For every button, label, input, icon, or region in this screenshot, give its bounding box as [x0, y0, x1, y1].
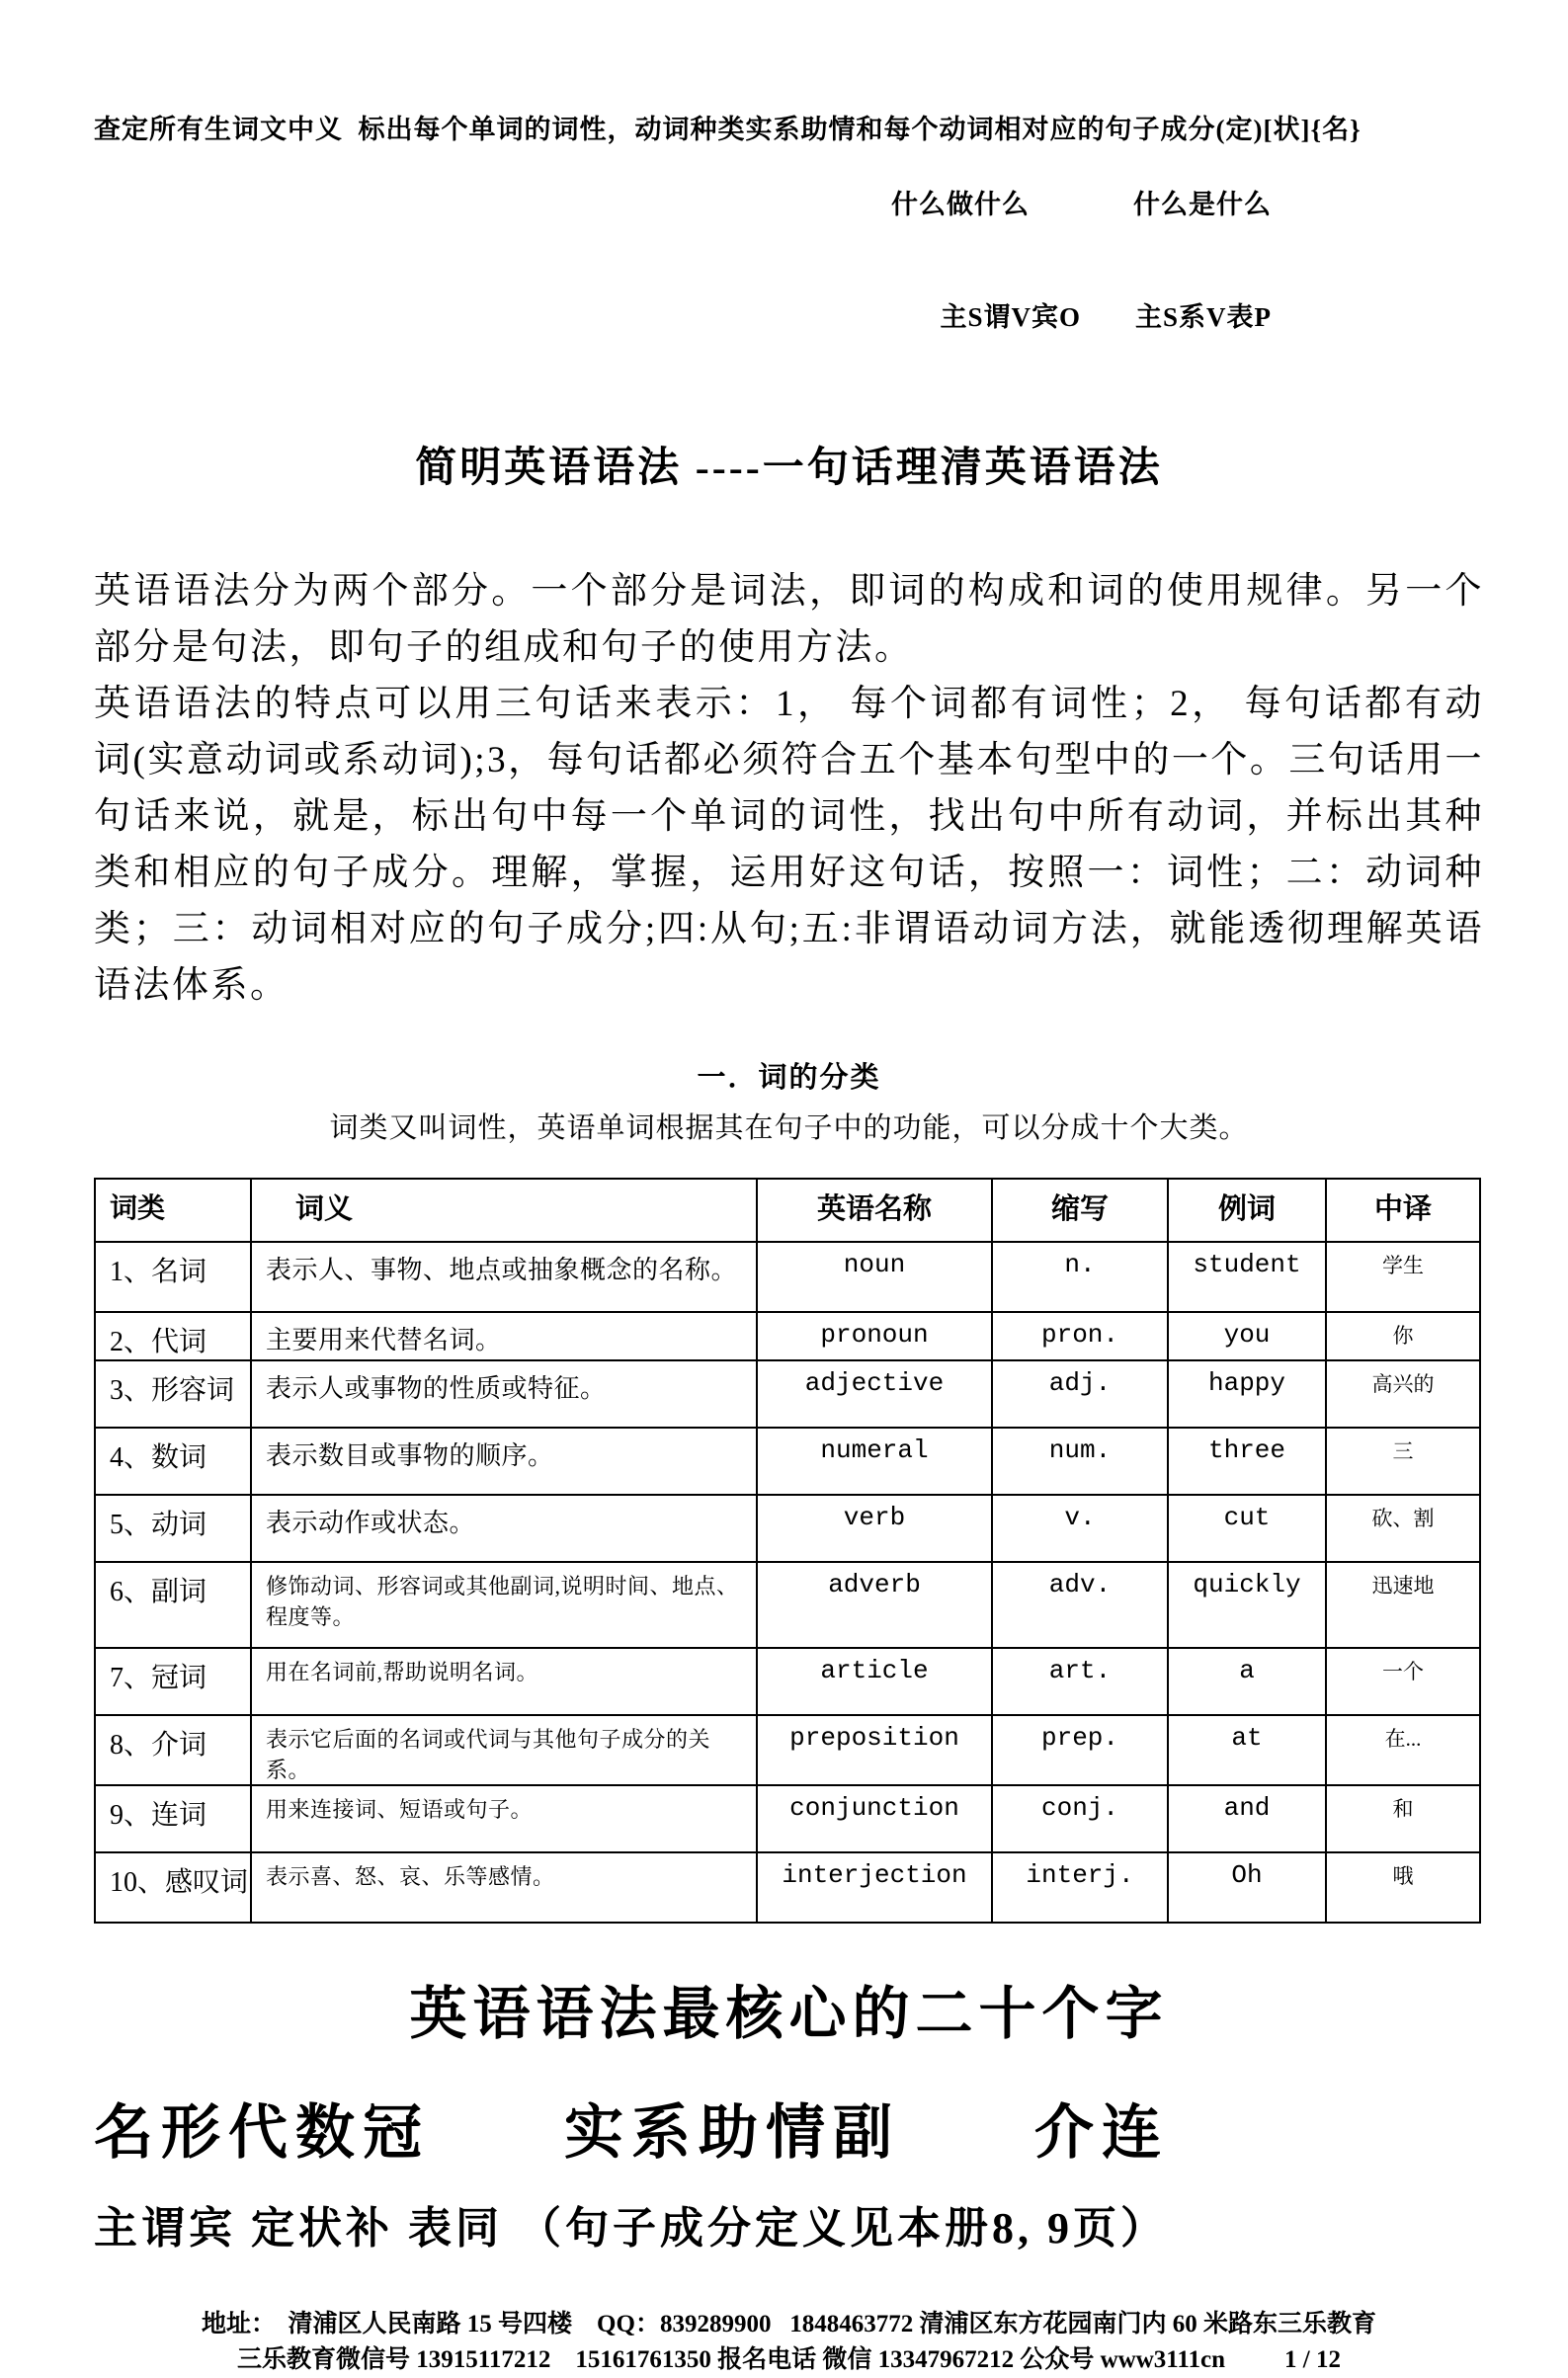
cell-translation: 迅速地	[1326, 1562, 1480, 1648]
cell-english: pronoun	[757, 1312, 992, 1360]
cell-english: article	[757, 1648, 992, 1715]
cell-meaning: 表示它后面的名词或代词与其他句子成分的关系。	[251, 1715, 757, 1785]
column-header-abbr: 缩写	[992, 1179, 1168, 1242]
footer-address-line: 地址： 清浦区人民南路 15 号四楼 QQ：839289900 1848463772 清浦区东方花园南门内 60 米路东三乐教育	[202, 2311, 1376, 2337]
cell-word-type: 3、形容词	[95, 1360, 251, 1428]
cell-translation: 高兴的	[1326, 1360, 1480, 1428]
cell-word-type: 8、介词	[95, 1715, 251, 1785]
cell-translation: 哦	[1326, 1852, 1480, 1923]
column-header-chinese: 中译	[1326, 1179, 1480, 1242]
cell-meaning: 表示喜、怒、哀、乐等感情。	[251, 1852, 757, 1923]
cell-meaning: 表示动作或状态。	[251, 1495, 757, 1562]
cell-english: adjective	[757, 1360, 992, 1428]
intro-paragraphs	[94, 563, 1484, 1014]
section-heading: 一．词的分类	[697, 1062, 881, 1094]
cell-example: Oh	[1168, 1852, 1326, 1923]
cell-example: at	[1168, 1715, 1326, 1785]
table-row	[95, 1715, 1480, 1785]
cell-abbr: num.	[992, 1428, 1168, 1495]
cell-word-type: 10、感叹词	[95, 1852, 251, 1923]
section-subheading: 词类又叫词性，英语单词根据其在句子中的功能，可以分成十个大类。	[329, 1112, 1249, 1144]
header-annotation-line1: 查定所有生词文中义 标出每个单词的词性，动词种类实系助情和每个动词相对应的句子成分(定)[状]{名}	[94, 115, 1362, 144]
cell-meaning: 用来连接词、短语或句子。	[251, 1785, 757, 1852]
table-row	[95, 1562, 1480, 1648]
cell-example: student	[1168, 1242, 1326, 1312]
core-sentence-parts-line: 主谓宾 定状补 表同 （句子成分定义见本册8, 9页）	[94, 2204, 1168, 2253]
header-what-is: 什么是什么	[1133, 190, 1272, 219]
header-annotation	[94, 111, 1484, 373]
column-header-meaning: 词义	[251, 1179, 757, 1242]
column-header-type: 词类	[95, 1179, 251, 1242]
intro-paragraph-1: 英语语法分为两个部分。一个部分是词法，即词的构成和词的使用规律。另一个部分是句法，即句子的组成和句子的使用方法。	[94, 571, 1484, 668]
column-header-example: 例词	[1168, 1179, 1326, 1242]
cell-example: cut	[1168, 1495, 1326, 1562]
cell-word-type: 2、代词	[95, 1312, 251, 1360]
cell-word-type: 5、动词	[95, 1495, 251, 1562]
cell-example: a	[1168, 1648, 1326, 1715]
cell-meaning: 主要用来代替名词。	[251, 1312, 757, 1360]
cell-abbr: adj.	[992, 1360, 1168, 1428]
cell-abbr: art.	[992, 1648, 1168, 1715]
footer-contact-text: 三乐教育微信号 13915117212 15161761350 报名电话 微信 13347967212 公众号 www3111cn	[237, 2346, 1226, 2373]
core-twenty-chars-title: 英语语法最核心的二十个字	[409, 1982, 1169, 2046]
cell-translation: 在...	[1326, 1715, 1480, 1785]
cell-english: adverb	[757, 1562, 992, 1648]
cell-meaning: 表示人、事物、地点或抽象概念的名称。	[251, 1242, 757, 1312]
cell-english: interjection	[757, 1852, 992, 1923]
cell-word-type: 6、副词	[95, 1562, 251, 1648]
table-row	[95, 1242, 1480, 1312]
cell-word-type: 1、名词	[95, 1242, 251, 1312]
cell-word-type: 9、连词	[95, 1785, 251, 1852]
cell-meaning: 修饰动词、形容词或其他副词,说明时间、地点、程度等。	[251, 1562, 757, 1648]
cell-translation: 你	[1326, 1312, 1480, 1360]
table-row	[95, 1428, 1480, 1495]
cell-english: noun	[757, 1242, 992, 1312]
cell-abbr: interj.	[992, 1852, 1168, 1923]
cell-english: numeral	[757, 1428, 992, 1495]
table-row	[95, 1360, 1480, 1428]
table-row	[95, 1312, 1480, 1360]
cell-meaning: 表示数目或事物的顺序。	[251, 1428, 757, 1495]
cell-example: and	[1168, 1785, 1326, 1852]
cell-word-type: 7、冠词	[95, 1648, 251, 1715]
cell-translation: 学生	[1326, 1242, 1480, 1312]
intro-paragraph-2: 英语语法的特点可以用三句话来表示：1， 每个词都有词性；2， 每句话都有动词(实意动词或系动词);3，每句话都必须符合五个基本句型中的一个。三句话用一句话来说，就是，标出句中每一个单词的词性，找出句中所有动词，并标出其种类和相应的句子成分。理解，掌握，运用好这句话，按照一：词性；二：动词种类；三：动词相对应的句子成分;四:从句;五:非谓语动词方法，就能透彻理解英语语法体系。	[94, 684, 1484, 1006]
cell-abbr: adv.	[992, 1562, 1168, 1648]
page-number: 1 / 12	[1284, 2346, 1341, 2373]
header-annotation-line2	[94, 148, 1484, 261]
document-title: 简明英语语法 ----一句话理清英语语法	[415, 446, 1163, 491]
cell-example: happy	[1168, 1360, 1326, 1428]
table-header-row	[95, 1179, 1480, 1242]
cell-abbr: prep.	[992, 1715, 1168, 1785]
core-word-classes-line: 名形代数冠 实系助情副 介连	[94, 2100, 1169, 2166]
cell-english: verb	[757, 1495, 992, 1562]
cell-abbr: pron.	[992, 1312, 1168, 1360]
page-footer	[94, 2307, 1484, 2378]
table-row	[95, 1648, 1480, 1715]
cell-abbr: v.	[992, 1495, 1168, 1562]
table-row	[95, 1852, 1480, 1923]
cell-word-type: 4、数词	[95, 1428, 251, 1495]
cell-example: quickly	[1168, 1562, 1326, 1648]
footer-contact-line	[94, 2342, 1484, 2378]
header-annotation-line3	[94, 261, 1484, 373]
cell-example: three	[1168, 1428, 1326, 1495]
cell-translation: 三	[1326, 1428, 1480, 1495]
header-what-does: 什么做什么	[891, 190, 1030, 219]
table-row	[95, 1495, 1480, 1562]
cell-abbr: conj.	[992, 1785, 1168, 1852]
parts-of-speech-table	[94, 1178, 1481, 1924]
header-svo-formula: 主S谓V宾O	[940, 302, 1081, 332]
column-header-english: 英语名称	[757, 1179, 992, 1242]
cell-translation: 一个	[1326, 1648, 1480, 1715]
cell-meaning: 表示人或事物的性质或特征。	[251, 1360, 757, 1428]
pos-table-body	[95, 1242, 1480, 1923]
cell-meaning: 用在名词前,帮助说明名词。	[251, 1648, 757, 1715]
table-row	[95, 1785, 1480, 1852]
cell-english: preposition	[757, 1715, 992, 1785]
cell-translation: 和	[1326, 1785, 1480, 1852]
cell-example: you	[1168, 1312, 1326, 1360]
cell-english: conjunction	[757, 1785, 992, 1852]
header-svp-formula: 主S系V表P	[1134, 302, 1272, 332]
cell-abbr: n.	[992, 1242, 1168, 1312]
cell-translation: 砍、割	[1326, 1495, 1480, 1562]
